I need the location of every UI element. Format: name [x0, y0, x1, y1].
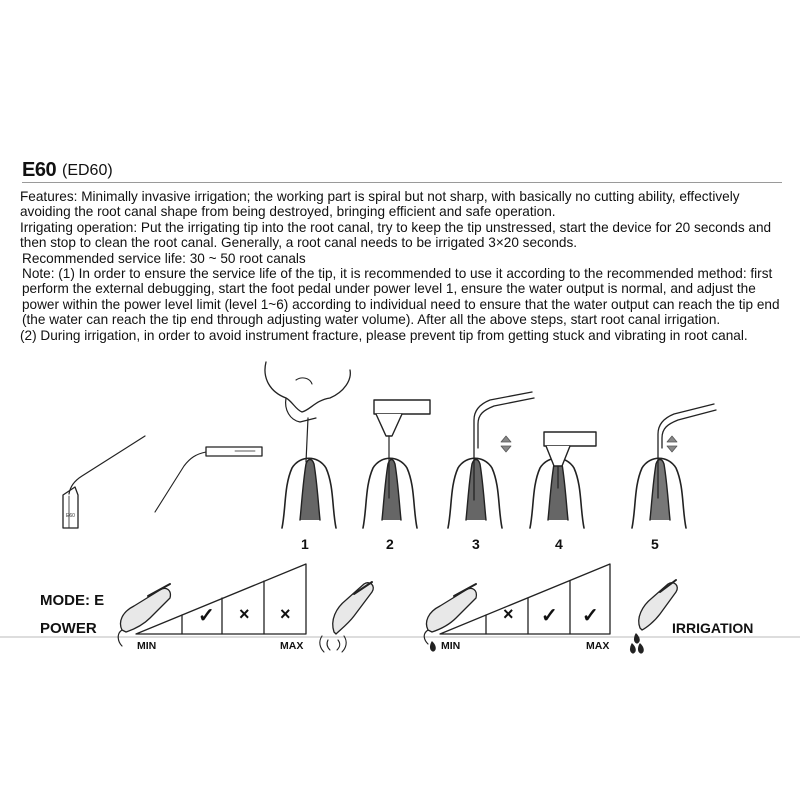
power-label: POWER — [40, 620, 97, 637]
power-min-label: MIN — [137, 640, 157, 652]
step-number: 3 — [472, 536, 480, 552]
water-level-3-mark: ✓ — [582, 605, 599, 627]
procedure-illustration — [0, 355, 800, 555]
model-name: E60 — [22, 159, 57, 181]
operation-paragraph: Irrigating operation: Put the irrigating tip into the root canal, try to keep the tip unstressed, start the device for 20 seconds and then stop to clean the root canal. Generally, a root canal needs to be irrigated 3×20 seconds. — [20, 219, 772, 251]
handpiece-irrigation-icon — [631, 580, 678, 653]
mode-label: MODE: E — [40, 592, 105, 609]
tooth-step-1 — [265, 362, 350, 528]
water-min-label: MIN — [441, 640, 461, 652]
tip-engraving: E60 — [66, 513, 75, 519]
features-paragraph: Features: Minimally invasive irrigation; the working part is spiral but not sharp, with basically no cutting ability, effectively avoiding the root canal shape from being destroyed, bringing efficient and safe operation. — [20, 189, 740, 220]
power-level-1-mark: ✓ — [198, 605, 215, 627]
water-max-label: MAX — [586, 640, 610, 652]
irrigation-label: IRRIGATION — [672, 620, 754, 636]
step-number: 2 — [386, 536, 394, 552]
water-level-1-mark: × — [503, 604, 514, 624]
step-number: 5 — [651, 536, 659, 552]
tooth-step-4 — [530, 432, 596, 528]
irrigation-tip-illustration — [63, 436, 145, 528]
power-level-2-mark: × — [239, 604, 250, 624]
tooth-step-3 — [448, 392, 534, 528]
power-max-label: MAX — [280, 640, 304, 652]
note-paragraph: Note: (1) In order to ensure the service life of the tip, it is recommended to use it according to the recommended method: first perform the external debugging, start the foot pedal under power level 1, ensure the water output is normal, and adjust the power within the power level limit (level 1~6) according to individual need to ensure that the water output can reach the tip end (the water can reach the tip end through adjusting water volume). After all the above steps, start root canal irrigation. — [22, 266, 780, 328]
step-number: 1 — [301, 536, 309, 552]
title-bar — [22, 161, 782, 187]
model-alt-name: (ED60) — [62, 162, 117, 180]
water-level-2-mark: ✓ — [541, 605, 558, 627]
tooth-step-2 — [363, 400, 430, 528]
note-2-paragraph: (2) During irrigation, in order to avoid instrument fracture, please prevent tip from getting stuck and vibrating in root canal. — [20, 327, 748, 343]
settings-diagram — [0, 556, 800, 676]
tooth-step-5 — [632, 404, 716, 528]
service-life-paragraph: Recommended service life: 30 ~ 50 root canals — [22, 250, 306, 266]
handpiece-vibrating-icon — [320, 582, 373, 652]
irrigation-tip-side-illustration — [155, 447, 262, 512]
step-number: 4 — [555, 536, 563, 552]
description-text — [20, 189, 784, 343]
title-underline — [22, 182, 782, 183]
power-level-3-mark: × — [280, 604, 291, 624]
